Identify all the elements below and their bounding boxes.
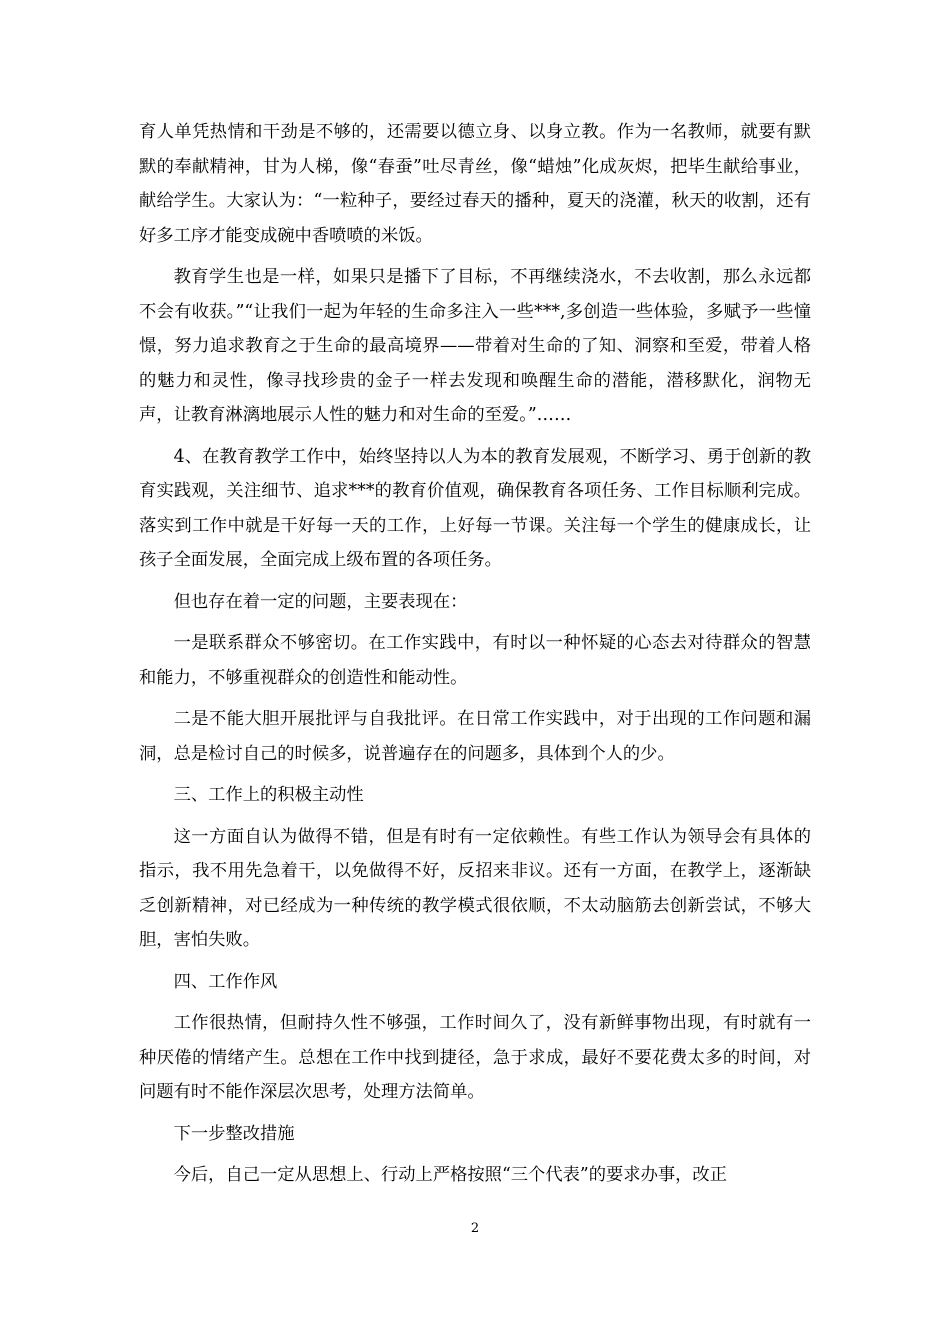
paragraph-6: 二是不能大胆开展批评与自我批评。在日常工作实践中，对于出现的工作问题和漏洞，总是检讨自己的时候多，说普遍存在的问题多，具体到个人的少。 (139, 709, 811, 764)
section-heading-4: 四、工作作风 (173, 971, 278, 992)
paragraph-8: 这一方面自认为做得不错，但是有时有一定依赖性。有些工作认为领导会有具体的指示，我不用先急着干，以免做得不好，反招来非议。还有一方面，在教学上，逐渐缺乏创新精神，对已经成为一种传统的教学模式很依顺，不太动脑筋去创新尝试，不够大胆，害怕失败。 (139, 826, 811, 950)
paragraph-2: 教育学生也是一样，如果只是播下了目标，不再继续浇水，不去收割，那么永远都不会有收获。”“让我们一起为年轻的生命多注入一些***,多创造一些体验，多赋予一些憧憬，努力追求教育之于生命的最高境界——带着对生命的了知、洞察和至爱，带着人格的魅力和灵性，像寻找珍贵的金子一样去发现和唤醒生命的潜能，潜移默化，润物无声，让教育淋漓地展示人性的魅力和对生命的至爱。”…… (139, 267, 811, 425)
page-number: 2 (470, 1221, 480, 1236)
paragraph-10: 工作很热情，但耐持久性不够强，工作时间久了，没有新鲜事物出现，有时就有一种厌倦的情绪产生。总想在工作中找到捷径，急于求成，最好不要花费太多的时间，对问题有时不能作深层次思考，处理方法简单。 (139, 1013, 811, 1102)
section-heading-3: 三、工作上的积极主动性 (173, 785, 364, 805)
paragraph-5: 一是联系群众不够密切。在工作实践中，有时以一种怀疑的心态去对待群众的智慧和能力，不够重视群众的创造性和能动性。 (139, 633, 811, 688)
document-body (139, 115, 811, 1200)
paragraph-1: 育人单凭热情和干劲是不够的，还需要以德立身、以身立教。作为一名教师，就要有默默的奉献精神，甘为人梯，像“春蚕”吐尽青丝，像“蜡烛”化成灰烬，把毕生献给事业，献给学生。大家认为：“一粒种子，要经过春天的播种，夏天的浇灌，秋天的收割，还有好多工序才能变成碗中香喷喷的米饭。 (139, 122, 811, 246)
section-heading-next-steps: 下一步整改措施 (173, 1123, 295, 1144)
paragraph-12: 今后，自己一定从思想上、行动上严格按照“三个代表”的要求办事，改正 (173, 1165, 727, 1185)
paragraph-4: 但也存在着一定的问题，主要表现在： (173, 591, 468, 612)
paragraph-3: 4、在教育教学工作中，始终坚持以人为本的教育发展观，不断学习、勇于创新的教育实践观，关注细节、追求***的教育价值观，确保教育各项任务、工作目标顺利完成。落实到工作中就是干好每一天的工作，上好每一节课。关注每一个学生的健康成长，让孩子全面发展，全面完成上级布置的各项任务。 (139, 446, 811, 570)
